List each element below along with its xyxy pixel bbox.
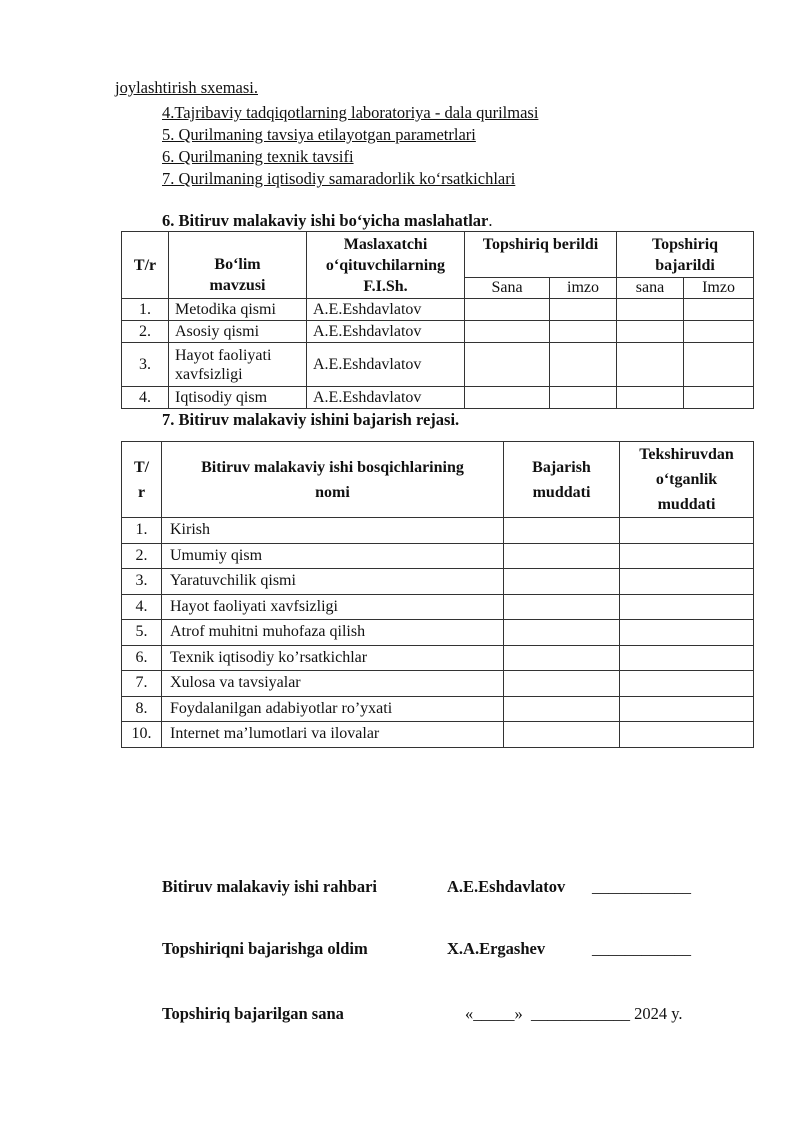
supervisor-label: Bitiruv malakaviy ishi rahbari xyxy=(162,877,377,896)
col-header-advisor: Maslaxatchi o‘qituvchilarning F.I.Sh. xyxy=(307,232,465,299)
table-row: 6. Texnik iqtisodiy ko’rsatkichlar xyxy=(122,645,754,671)
section7-title: 7. Bitiruv malakaviy ishini bajarish rejasi. xyxy=(162,410,460,429)
col-header-topic: Bo‘lim mavzusi xyxy=(169,232,307,299)
col-header-deadline: Bajarish muddati xyxy=(504,442,620,518)
subheader-done-date: sana xyxy=(617,278,684,299)
section6-title: 6. Bitiruv malakaviy ishi bo‘yicha maslahatlar. xyxy=(162,211,493,230)
table-row: 3. Yaratuvchilik qismi xyxy=(122,569,754,595)
table-row: 4. Iqtisodiy qism A.E.Eshdavlatov xyxy=(122,387,754,409)
completion-date: «_____» ____________ 2024 y. xyxy=(465,1004,683,1023)
date-label: Topshiriq bajarilgan sana xyxy=(162,1004,344,1023)
consultations-table xyxy=(121,231,754,409)
subheader-given-date: Sana xyxy=(465,278,550,299)
list-item: 6. Qurilmaning texnik tavsifi xyxy=(162,147,354,166)
table-row: 7. Xulosa va tavsiyalar xyxy=(122,671,754,697)
table-row: 10. Internet ma’lumotlari va ilovalar xyxy=(122,722,754,748)
list-item: 5. Qurilmaning tavsiya etilayotgan parametrlari xyxy=(162,125,476,144)
accepted-label: Topshiriqni bajarishga oldim xyxy=(162,939,368,958)
col-header-stage: Bitiruv malakaviy ishi bosqichlarining nomi xyxy=(162,442,504,518)
subheader-given-sign: imzo xyxy=(550,278,617,299)
table-row: 2. Asosiy qismi A.E.Eshdavlatov xyxy=(122,321,754,343)
intro-tail: joylashtirish sxemasi. xyxy=(115,78,258,97)
table-row: 1. Kirish xyxy=(122,518,754,544)
table-row: 4. Hayot faoliyati xavfsizligi xyxy=(122,594,754,620)
table-row: 3. Hayot faoliyati xavfsizligi A.E.Eshdavlatov xyxy=(122,343,754,387)
accepted-signature-line: ____________ xyxy=(592,939,691,958)
list-item: 7. Qurilmaning iqtisodiy samaradorlik ko‘rsatkichlari xyxy=(162,169,516,188)
work-plan-table xyxy=(121,441,754,748)
col-header-num: T/ r xyxy=(122,442,162,518)
table-row: 5. Atrof muhitni muhofaza qilish xyxy=(122,620,754,646)
supervisor-name: A.E.Eshdavlatov xyxy=(447,877,566,896)
col-header-given: Topshiriq berildi xyxy=(465,232,617,278)
list-item: 4.Tajribaviy tadqiqotlarning laboratoriya - dala qurilmasi xyxy=(162,103,539,122)
accepted-name: X.A.Ergashev xyxy=(447,939,546,958)
table-row: 1. Metodika qismi A.E.Eshdavlatov xyxy=(122,299,754,321)
col-header-num: T/r xyxy=(122,232,169,299)
col-header-done: Topshiriq bajarildi xyxy=(617,232,754,278)
table-row: 2. Umumiy qism xyxy=(122,543,754,569)
supervisor-signature-line: ____________ xyxy=(592,877,691,896)
subheader-done-sign: Imzo xyxy=(684,278,754,299)
col-header-check: Tekshiruvdan o‘tganlik muddati xyxy=(620,442,754,518)
table-row: 8. Foydalanilgan adabiyotlar ro’yxati xyxy=(122,696,754,722)
